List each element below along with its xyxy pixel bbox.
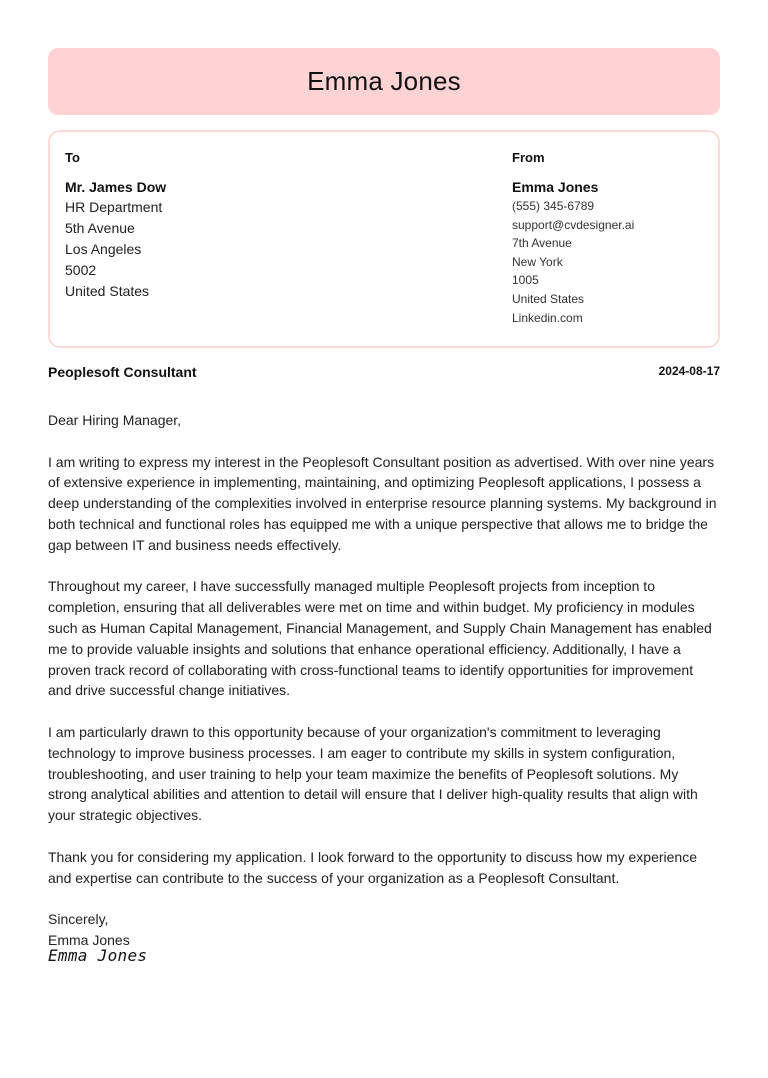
body-paragraph: I am particularly drawn to this opportunity because of your organization's commitment to leveraging technology to improve business processes. I am eager to contribute my skills in system configuration, troubleshooting, and user training to help your team maximize the benefits of Peoplesoft solutions. My strong analytical abilities and attention to detail will ensure that I deliver high-quality results that align with your strategic objectives. [48, 723, 698, 824]
sender-email: support@cvdesigner.ai [512, 217, 635, 232]
sender-linkedin: Linkedin.com [512, 310, 583, 325]
position-title: Peoplesoft Consultant [48, 364, 197, 380]
sender-postal-code: 1005 [512, 273, 539, 288]
sender-country: United States [512, 291, 585, 306]
letter-date: 2024-08-17 [658, 364, 720, 378]
header-banner [48, 48, 720, 115]
sender-name: Emma Jones [512, 179, 599, 195]
sender-city: New York [512, 254, 563, 269]
body-paragraph: Throughout my career, I have successfully managed multiple Peoplesoft projects from inception to completion, ensuring that all deliverables were met on time and within budget. My proficiency in modules such as Human Capital Management, Financial Management, and Supply Chain Management has enabled me to provide valuable insights and solutions that enhance operational efficiency. Additionally, I have a proven track record of collaborating with cross-functional teams to identify opportunities for improvement and drive successful change initiatives. [48, 578, 712, 699]
applicant-name-heading: Emma Jones [307, 66, 461, 96]
sender-block [512, 148, 712, 327]
closing-name: Emma Jones [48, 931, 130, 948]
greeting: Dear Hiring Manager, [48, 412, 182, 428]
address-box [48, 130, 720, 348]
body-paragraph: I am writing to express my interest in the Peoplesoft Consultant position as advertised. With over nine years of extensive experience in implementing, maintaining, and optimizing Peoplesoft applications, I possess a deep understanding of the complexities involved in enterprise resource planning systems. My background in both technical and functional roles has equipped me with a unique perspective that allows me to bridge the gap between IT and business needs effectively. [48, 453, 717, 553]
recipient-postal-code: 5002 [65, 262, 97, 278]
recipient-street: 5th Avenue [65, 220, 135, 236]
recipient-city: Los Angeles [65, 241, 142, 257]
sender-label: From [512, 150, 545, 165]
recipient-block [65, 148, 365, 302]
signature: Emma Jones [48, 946, 148, 965]
subject-row [48, 364, 720, 382]
letter-body [48, 410, 720, 951]
closing-salutation: Sincerely, [48, 911, 109, 928]
recipient-department: HR Department [65, 199, 163, 215]
cover-letter-page [48, 48, 720, 965]
sender-street: 7th Avenue [512, 236, 572, 251]
body-paragraph: Thank you for considering my application. I look forward to the opportunity to discuss how my experience and expertise can contribute to the success of your organization as a Peoplesoft Consultant. [48, 848, 697, 886]
recipient-name: Mr. James Dow [65, 179, 167, 195]
recipient-label: To [65, 150, 80, 165]
sender-phone: (555) 345-6789 [512, 199, 595, 213]
recipient-country: United States [65, 283, 150, 299]
